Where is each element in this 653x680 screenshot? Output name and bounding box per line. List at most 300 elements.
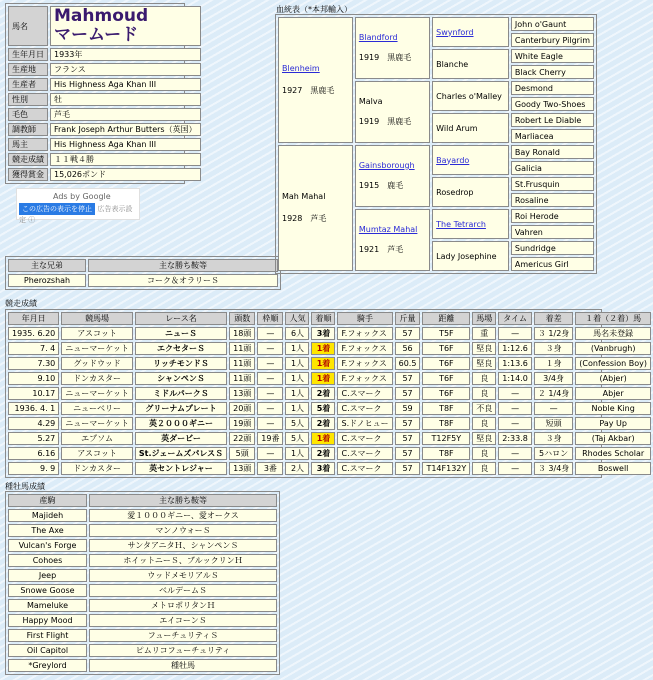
pedigree-sire-link[interactable]: Blenheim: [282, 64, 320, 73]
pedigree-gen4-7: Marliacea: [511, 129, 594, 143]
race-cell: Pay Up: [575, 417, 651, 430]
pedigree-gen3-4: [432, 145, 509, 175]
race-row: [8, 417, 651, 430]
race-header-cell: 競馬場: [61, 312, 133, 325]
race-header-cell: 頭数: [229, 312, 255, 325]
race-cell: —: [498, 462, 532, 475]
race-cell: T6F: [422, 372, 470, 385]
progeny-name: Happy Mood: [8, 614, 87, 627]
pedigree-sire-dam: [355, 81, 430, 143]
profile-rows: [8, 48, 201, 181]
pedigree-table: [276, 15, 596, 273]
profile-row: [8, 138, 201, 151]
race-row: [8, 342, 651, 355]
race-row: [8, 462, 651, 475]
race-cell: 5着: [311, 402, 335, 415]
race-cell: T8F: [422, 447, 470, 460]
race-cell: 1人: [285, 357, 309, 370]
race-cell: —: [257, 402, 283, 415]
profile-value: His Highness Aga Khan III: [50, 78, 201, 91]
profile-label: 毛色: [8, 108, 48, 121]
pedigree-dam-info: 1928 芦毛: [282, 214, 327, 223]
race-cell: T14F132Y: [422, 462, 470, 475]
race-cell: 3番: [257, 462, 283, 475]
profile-value: 芦毛: [50, 108, 201, 121]
race-cell: —: [257, 417, 283, 430]
pedigree-gen3-1: Blanche: [432, 49, 509, 79]
race-cell: C.スマーク: [337, 387, 392, 400]
race-cell: 堅良: [472, 357, 496, 370]
race-cell: (Taj Akbar): [575, 432, 651, 445]
progeny-wins: ウッドメモリアルＳ: [89, 569, 277, 582]
race-cell: T6F: [422, 357, 470, 370]
pedigree-gen3-2: Charles o'Malley: [432, 81, 509, 111]
pedigree-dam: [278, 145, 353, 271]
profile-row: [8, 48, 201, 61]
race-cell: —: [257, 387, 283, 400]
race-cell: 1935. 6.20: [8, 327, 59, 340]
progeny-wins: ピムリコフューチュリティ: [89, 644, 277, 657]
progeny-table: [6, 492, 279, 674]
race-cell: C.スマーク: [337, 432, 392, 445]
race-row: [8, 402, 651, 415]
progeny-name: Majideh: [8, 509, 87, 522]
siblings-table: [6, 257, 280, 289]
race-cell: ３ 3/4身: [534, 462, 573, 475]
race-cell: 英ダービー: [135, 432, 227, 445]
progeny-header-wins: 主な勝ち鞍等: [89, 494, 277, 507]
race-cell: C.スマーク: [337, 462, 392, 475]
race-cell: 11頭: [229, 342, 255, 355]
siblings-header-wins: 主な勝ち鞍等: [88, 259, 278, 272]
race-cell: T6F: [422, 342, 470, 355]
race-table: [6, 310, 653, 477]
pedigree-gen4-6: Robert Le Diable: [511, 113, 594, 127]
profile-value: His Highness Aga Khan III: [50, 138, 201, 151]
progeny-name: *Greylord: [8, 659, 87, 672]
race-cell: 13頭: [229, 387, 255, 400]
pedigree-sire-dam-info: 1919 黒鹿毛: [358, 117, 412, 126]
profile-label: 獲得賞金: [8, 168, 48, 181]
progeny-name: Vulcan's Forge: [8, 539, 87, 552]
race-cell: 6.16: [8, 447, 59, 460]
progeny-wins: ベルデームＳ: [89, 584, 277, 597]
race-cell: シャンペンＳ: [135, 372, 227, 385]
profile-row: [8, 108, 201, 121]
race-header-cell: 馬場: [472, 312, 496, 325]
race-cell: —: [498, 447, 532, 460]
profile-label: 生産者: [8, 78, 48, 91]
profile-row: [8, 123, 201, 136]
race-row: [8, 447, 651, 460]
race-cell: 馬名未登録: [575, 327, 651, 340]
profile-row: [8, 93, 201, 106]
progeny-wins: 種牡馬: [89, 659, 277, 672]
race-cell: (Abjer): [575, 372, 651, 385]
profile-label: 馬主: [8, 138, 48, 151]
race-cell: F.フォックス: [337, 357, 392, 370]
race-cell: St.ジェームズパレスＳ: [135, 447, 227, 460]
race-row: [8, 432, 651, 445]
race-header-cell: 距離: [422, 312, 470, 325]
profile-row: [8, 168, 201, 181]
race-cell: Boswell: [575, 462, 651, 475]
race-header-cell: 枠順: [257, 312, 283, 325]
race-cell: 59: [395, 402, 421, 415]
race-cell: 良: [472, 417, 496, 430]
race-cell: 18頭: [229, 327, 255, 340]
stud-caption: 種牡馬成績: [5, 482, 45, 491]
race-cell: 3着: [311, 462, 335, 475]
race-cell: 良: [472, 372, 496, 385]
pedigree-dam-dam-link[interactable]: Mumtaz Mahal: [358, 225, 418, 234]
race-cell: 9. 9: [8, 462, 59, 475]
race-cell: 2着: [311, 387, 335, 400]
race-cell: グッドウッド: [61, 357, 133, 370]
race-cell: 11頭: [229, 372, 255, 385]
progeny-wins: サンタアニタＨ、シャンペンＳ: [89, 539, 277, 552]
pedigree-gen4-1: Canterbury Pilgrim: [511, 33, 594, 47]
pedigree-dam-dam-info: 1921 芦毛: [358, 245, 404, 254]
race-cell: F.フォックス: [337, 342, 392, 355]
race-cell: 20頭: [229, 402, 255, 415]
profile-row: [8, 63, 201, 76]
race-cell: ３身: [534, 432, 573, 445]
race-cell: ３ 1/2身: [534, 327, 573, 340]
progeny-row: [8, 644, 277, 657]
race-cell: (Confession Boy): [575, 357, 651, 370]
siblings-panel: [5, 256, 281, 290]
race-header-row: [8, 312, 651, 325]
pedigree-sire-sire: [355, 17, 430, 79]
pedigree-gen4-2: White Eagle: [511, 49, 594, 63]
race-header-cell: タイム: [498, 312, 532, 325]
race-cell: 良: [472, 387, 496, 400]
race-cell: 19番: [257, 432, 283, 445]
race-cell: 2着: [311, 417, 335, 430]
race-cell: 57: [395, 327, 421, 340]
pedigree-sire: [278, 17, 353, 143]
profile-label: 生産地: [8, 63, 48, 76]
race-cell: 4.29: [8, 417, 59, 430]
race-cell: 19頭: [229, 417, 255, 430]
profile-value: Frank Joseph Arthur Butters（英国）: [50, 123, 201, 136]
race-cell: ニューＳ: [135, 327, 227, 340]
pedigree-gen4-8: Bay Ronald: [511, 145, 594, 159]
profile-value: １１戦４勝: [50, 153, 201, 166]
race-cell: T8F: [422, 402, 470, 415]
race-cell: 短頭: [534, 417, 573, 430]
race-cell: ドンカスター: [61, 372, 133, 385]
race-header-cell: レース名: [135, 312, 227, 325]
race-cell: 5人: [285, 432, 309, 445]
race-cell: 良: [472, 447, 496, 460]
ad-brand: Ads by Google: [53, 192, 111, 201]
pedigree-gen4-12: Roi Herode: [511, 209, 594, 223]
progeny-row: [8, 629, 277, 642]
race-cell: ニューマーケット: [61, 342, 133, 355]
progeny-name: Mameluke: [8, 599, 87, 612]
profile-label: 競走成績: [8, 153, 48, 166]
profile-label: 生年月日: [8, 48, 48, 61]
pedigree-dam-sire-info: 1915 鹿毛: [358, 181, 404, 190]
pedigree-gen4-10: St.Frusquin: [511, 177, 594, 191]
progeny-wins: ホイットニーＳ、ブルックリンＨ: [89, 554, 277, 567]
pedigree-sire-sire-info: 1919 黒鹿毛: [358, 53, 412, 62]
race-cell: Rhodes Scholar: [575, 447, 651, 460]
race-cell: 7.30: [8, 357, 59, 370]
race-cell: 60.5: [395, 357, 421, 370]
sibling-wins: コーク＆オラリーＳ: [88, 274, 278, 287]
race-cell: 英２０００ギニー: [135, 417, 227, 430]
race-cell: —: [498, 402, 532, 415]
race-cell: 57: [395, 372, 421, 385]
progeny-wins: マンノウォーＳ: [89, 524, 277, 537]
race-cell: エクセターＳ: [135, 342, 227, 355]
profile-value: 15,026ポンド: [50, 168, 201, 181]
pedigree-dam-sire: [355, 145, 430, 207]
horse-name-ja: マームード: [54, 25, 139, 45]
progeny-row: [8, 659, 277, 672]
race-cell: 22頭: [229, 432, 255, 445]
progeny-wins: エイコーンＳ: [89, 614, 277, 627]
race-cell: リッチモンドＳ: [135, 357, 227, 370]
race-header-cell: 着差: [534, 312, 573, 325]
race-cell: Noble King: [575, 402, 651, 415]
race-cell: 1:12.6: [498, 342, 532, 355]
pedigree-panel: [275, 14, 597, 274]
progeny-row: [8, 509, 277, 522]
race-cell: 堅良: [472, 342, 496, 355]
pedigree-gen4-14: Sundridge: [511, 241, 594, 255]
race-cell: ニューマーケット: [61, 387, 133, 400]
race-header-cell: 人気: [285, 312, 309, 325]
race-cell: (Vanbrugh): [575, 342, 651, 355]
ad-settings-link[interactable]: 広告表示設定 ⓘ: [19, 205, 133, 224]
race-cell: 56: [395, 342, 421, 355]
race-cell: ニューマーケット: [61, 417, 133, 430]
race-cell: C.スマーク: [337, 402, 392, 415]
progeny-name: Oil Capitol: [8, 644, 87, 657]
profile-row: [8, 78, 201, 91]
progeny-rows: [8, 509, 277, 672]
progeny-row: [8, 614, 277, 627]
race-cell: ３身: [534, 342, 573, 355]
pedigree-sire-sire-link[interactable]: Blandford: [358, 33, 398, 42]
progeny-name: Jeep: [8, 569, 87, 582]
profile-label: 性別: [8, 93, 48, 106]
race-cell: —: [498, 417, 532, 430]
profile-value: 1933年: [50, 48, 201, 61]
pedigree-gen4-3: Black Cherry: [511, 65, 594, 79]
race-rows: [8, 327, 651, 475]
race-cell: 57: [395, 447, 421, 460]
race-header-cell: 着順: [311, 312, 335, 325]
race-cell: C.スマーク: [337, 447, 392, 460]
race-cell: T5F: [422, 327, 470, 340]
race-cell: ニューベリー: [61, 402, 133, 415]
race-cell: 11頭: [229, 357, 255, 370]
race-cell: 堅良: [472, 432, 496, 445]
ad-stop-button[interactable]: この広告の表示を停止: [19, 203, 95, 215]
race-header-cell: 斤量: [395, 312, 421, 325]
race-cell: 2:33.8: [498, 432, 532, 445]
race-cell: 1:14.0: [498, 372, 532, 385]
progeny-row: [8, 569, 277, 582]
pedigree-gen4-11: Rosaline: [511, 193, 594, 207]
race-cell: 2人: [285, 462, 309, 475]
race-cell: —: [257, 327, 283, 340]
pedigree-dam-name: Mah Mahal: [282, 192, 326, 201]
race-cell: 1人: [285, 447, 309, 460]
profile-panel: [5, 3, 197, 184]
race-cell: ミドルパークＳ: [135, 387, 227, 400]
race-cell: アスコット: [61, 327, 133, 340]
race-cell: Abjer: [575, 387, 651, 400]
pedigree-dam-sire-link[interactable]: Gainsborough: [358, 161, 415, 170]
race-row: [8, 387, 651, 400]
race-cell: 3/4身: [534, 372, 573, 385]
pedigree-gen4-15: Americus Girl: [511, 257, 594, 271]
progeny-header-name: 産駒: [8, 494, 87, 507]
race-cell: 1人: [285, 387, 309, 400]
race-cell: アスコット: [61, 447, 133, 460]
race-cell: 英セントレジャー: [135, 462, 227, 475]
race-cell: 1着: [311, 357, 335, 370]
race-cell: 3着: [311, 327, 335, 340]
race-cell: 5ハロン: [534, 447, 573, 460]
progeny-name: Snowe Goose: [8, 584, 87, 597]
race-cell: 1936. 4. 1: [8, 402, 59, 415]
race-cell: 9.10: [8, 372, 59, 385]
pedigree-gen4-13: Vahren: [511, 225, 594, 239]
pedigree-gen4-5: Goody Two-Shoes: [511, 97, 594, 111]
pedigree-gen3-5: Rosedrop: [432, 177, 509, 207]
pedigree-gen3-0-link[interactable]: Swynford: [436, 27, 474, 37]
pedigree-gen3-0: [432, 17, 509, 47]
race-panel: [5, 309, 648, 478]
progeny-name: First Flight: [8, 629, 87, 642]
race-cell: グリーナムプレート: [135, 402, 227, 415]
pedigree-gen4-0: John o'Gaunt: [511, 17, 594, 31]
race-cell: —: [498, 327, 532, 340]
profile-value: フランス: [50, 63, 201, 76]
race-cell: T8F: [422, 417, 470, 430]
race-cell: 57: [395, 432, 421, 445]
profile-value: 牡: [50, 93, 201, 106]
race-cell: ドンカスター: [61, 462, 133, 475]
pedigree-gen3-3: Wild Arum: [432, 113, 509, 143]
pedigree-dam-dam: [355, 209, 430, 271]
pedigree-caption: 血統表（*本邦輸入）: [276, 5, 352, 14]
progeny-name: Cohoes: [8, 554, 87, 567]
horse-name: [50, 6, 201, 46]
race-cell: 1人: [285, 402, 309, 415]
race-cell: 不良: [472, 402, 496, 415]
race-cell: —: [257, 342, 283, 355]
race-cell: 10.17: [8, 387, 59, 400]
race-cell: 1着: [311, 342, 335, 355]
race-cell: 5.27: [8, 432, 59, 445]
race-cell: 1着: [311, 432, 335, 445]
pedigree-gen3-6-link[interactable]: The Tetrarch: [436, 219, 486, 229]
race-cell: 57: [395, 462, 421, 475]
siblings-header-name: 主な兄弟: [8, 259, 86, 272]
race-row: [8, 372, 651, 385]
race-cell: —: [257, 357, 283, 370]
progeny-panel: [5, 491, 280, 675]
race-cell: 57: [395, 417, 421, 430]
progeny-name: The Axe: [8, 524, 87, 537]
sibling-name: Pherozshah: [8, 274, 86, 287]
profile-table: [6, 4, 203, 183]
race-row: [8, 327, 651, 340]
pedigree-gen3-4-link[interactable]: Bayardo: [436, 155, 470, 165]
progeny-row: [8, 524, 277, 537]
profile-row: [8, 153, 201, 166]
race-cell: —: [498, 387, 532, 400]
progeny-row: [8, 599, 277, 612]
ad-box[interactable]: [16, 188, 140, 224]
race-cell: —: [257, 372, 283, 385]
race-cell: S.ドノヒュー: [337, 417, 392, 430]
progeny-wins: フューチュリティＳ: [89, 629, 277, 642]
race-cell: T12F5Y: [422, 432, 470, 445]
pedigree-gen4-4: Desmond: [511, 81, 594, 95]
race-cell: T6F: [422, 387, 470, 400]
race-cell: 1着: [311, 372, 335, 385]
race-cell: 2着: [311, 447, 335, 460]
race-caption: 競走成績: [5, 299, 37, 308]
race-cell: 5人: [285, 417, 309, 430]
race-cell: 良: [472, 462, 496, 475]
race-cell: —: [534, 402, 573, 415]
race-cell: 57: [395, 387, 421, 400]
progeny-wins: メトロポリタンＨ: [89, 599, 277, 612]
progeny-row: [8, 584, 277, 597]
pedigree-gen3-7: Lady Josephine: [432, 241, 509, 271]
race-cell: F.フォックス: [337, 327, 392, 340]
race-cell: 6人: [285, 327, 309, 340]
race-cell: 重: [472, 327, 496, 340]
pedigree-gen3-6: [432, 209, 509, 239]
profile-label: 調教師: [8, 123, 48, 136]
progeny-row: [8, 554, 277, 567]
pedigree-sire-dam-name: Malva: [358, 97, 383, 106]
race-header-cell: 騎手: [337, 312, 392, 325]
progeny-wins: 愛１０００ギニー、愛オークス: [89, 509, 277, 522]
race-cell: エプソム: [61, 432, 133, 445]
race-row: [8, 357, 651, 370]
race-cell: F.フォックス: [337, 372, 392, 385]
race-cell: 1人: [285, 372, 309, 385]
progeny-row: [8, 539, 277, 552]
race-cell: １身: [534, 357, 573, 370]
race-cell: 13頭: [229, 462, 255, 475]
race-cell: 1人: [285, 342, 309, 355]
horse-name-en: Mahmoud: [54, 6, 149, 26]
race-header-cell: 年月日: [8, 312, 59, 325]
race-cell: 1:13.6: [498, 357, 532, 370]
race-cell: ２ 1/4身: [534, 387, 573, 400]
race-cell: 7. 4: [8, 342, 59, 355]
race-cell: —: [257, 447, 283, 460]
name-label: 馬名: [8, 6, 48, 46]
pedigree-sire-info: 1927 黒鹿毛: [282, 86, 335, 95]
race-cell: 5頭: [229, 447, 255, 460]
race-header-cell: １着（２着）馬: [575, 312, 651, 325]
pedigree-gen4-9: Galicia: [511, 161, 594, 175]
